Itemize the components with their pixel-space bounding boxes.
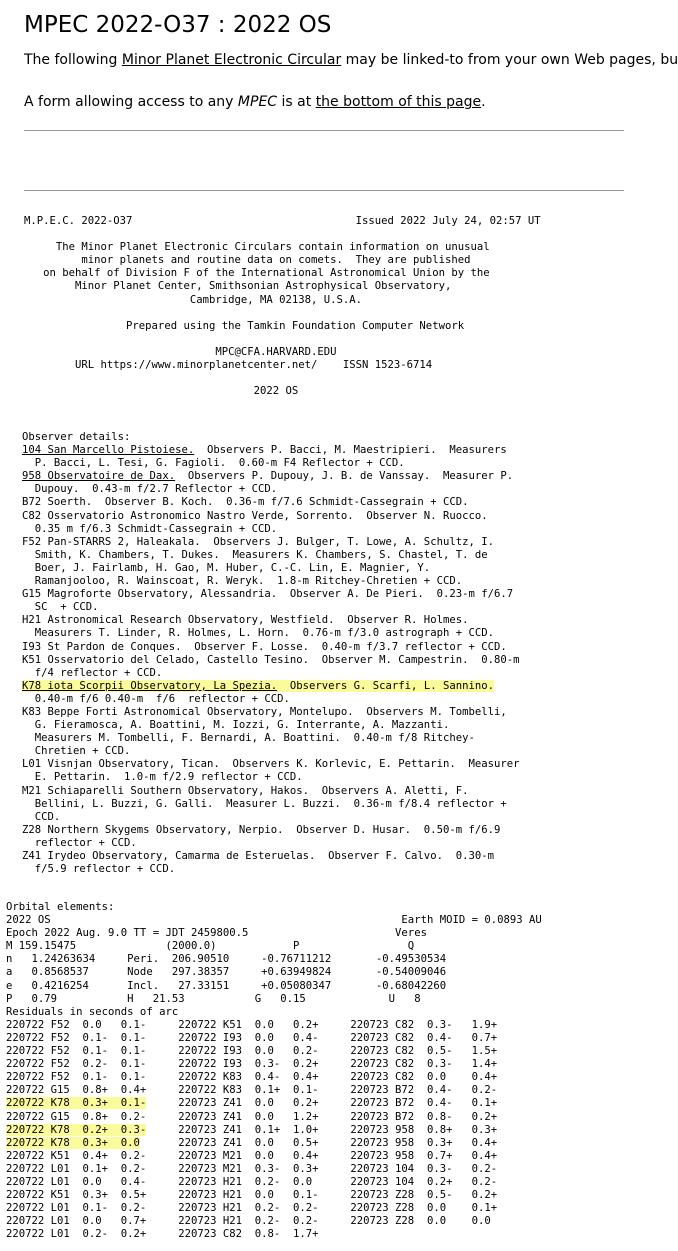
orbital-element-line: n 1.24263634 Peri. 206.90510 -0.76711212 -0.49530534 [6, 953, 447, 966]
observer-entry: 958 Observatoire de Dax. Observers P. Dupouy, J. B. de Vanssay. Measurer P. [22, 470, 514, 483]
mpec-emphasis: MPEC [237, 94, 278, 110]
header-line: Minor Planet Center, Smithsonian Astrophysical Observatory, [24, 280, 452, 293]
observer-line: Z28 Northern Skygems Observatory, Nerpio. Observer D. Husar. 0.50-m f/6.9 [22, 823, 501, 836]
observer-entry: 104 San Marcello Pistoiese. Observers P. Bacci, M. Maestripieri. Measurers [22, 444, 507, 457]
observer-line: f/5.9 reflector + CCD. [22, 863, 176, 876]
observer-line: C82 Osservatorio Astronomico Nastro Verde, Sorrento. Observer N. Ruocco. [22, 509, 488, 522]
mpec-info-link[interactable]: Minor Planet Electronic Circular [121, 52, 342, 68]
highlighted-residual: 220722 K78 0.3+ 0.0 [6, 1136, 140, 1149]
residual-line: 220722 F52 0.1- 0.1- 220722 I93 0.0 0.2- 220723 C82 0.5- 1.5+ [6, 1045, 498, 1058]
observer-line: G. Fieramosca, A. Boattini, M. Iozzi, G. Interrante, A. Mazzanti. [22, 719, 450, 732]
divider [24, 130, 624, 131]
observer-line: Ramanjooloo, R. Wainscoat, R. Weryk. 1.8-m Ritchey-Chretien + CCD. [22, 575, 463, 588]
orbital-element-line: 2022 OS Earth MOID = 0.0893 AU [6, 914, 542, 927]
orbital-elements [6, 901, 542, 1241]
bottom-of-page-link[interactable]: the bottom of this page [315, 94, 482, 110]
header-line: Cambridge, MA 02138, U.S.A. [24, 293, 363, 306]
header-line [24, 333, 541, 346]
residual-line: 220722 G15 0.8+ 0.2- 220723 Z41 0.0 1.2+ 220723 B72 0.8- 0.2+ [6, 1110, 498, 1123]
residual-line: 220722 K51 0.3+ 0.5+ 220723 H21 0.0 0.1- 220723 Z28 0.5- 0.2+ [6, 1189, 498, 1202]
orbital-element-line: Epoch 2022 Aug. 9.0 TT = JDT 2459800.5 Veres [6, 927, 427, 940]
residual-line: 220722 L01 0.0 0.4- 220723 H21 0.2- 0.0 220723 104 0.2+ 0.2- [6, 1175, 498, 1188]
observer-line: Smith, K. Chambers, T. Dukes. Measurers K. Chambers, S. Chastel, T. de [22, 548, 488, 561]
observer-line: P. Bacci, L. Tesi, G. Fagioli. 0.60-m F4 Reflector + CCD. [22, 457, 405, 470]
observatory-link[interactable]: K78 iota Scorpii Observatory, La Spezia. [22, 679, 278, 692]
intro-text: The following [24, 52, 122, 68]
observer-line: E. Pettarin. 1.0-m f/2.9 reflector + CCD. [22, 771, 303, 784]
residual-line: 220722 K78 0.2+ 0.3- 220723 Z41 0.1+ 1.0+ 220723 958 0.8+ 0.3+ [6, 1123, 498, 1136]
header-line [24, 372, 541, 385]
residual-line: 220722 L01 0.1+ 0.2- 220723 M21 0.3- 0.3+ 220723 104 0.3- 0.2- [6, 1162, 498, 1175]
observer-line: Z41 Irydeo Observatory, Camarma de Esteruelas. Observer F. Calvo. 0.30-m [22, 850, 494, 862]
observer-line: H21 Astronomical Research Observatory, Westfield. Observer R. Holmes. [22, 614, 469, 627]
residual-line: 220722 F52 0.2- 0.1- 220722 I93 0.3- 0.2+ 220723 C82 0.3- 1.4+ [6, 1058, 498, 1071]
intro-text: . [481, 94, 486, 110]
observer-line: f/4 reflector + CCD. [22, 666, 163, 679]
header-line: on behalf of Division F of the International Astronomical Union by the [24, 267, 490, 280]
observer-line: Bellini, L. Buzzi, G. Galli. Measurer L. Buzzi. 0.36-m f/8.4 reflector + [22, 797, 507, 810]
intro-text: may be linked-to from your own Web pages, bu [341, 52, 678, 68]
residual-line: 220722 K78 0.3+ 0.1- 220723 Z41 0.0 0.2+ 220723 B72 0.4- 0.1+ [6, 1097, 498, 1110]
observer-line: G15 Magroforte Observatory, Alessandria. Observer A. De Pieri. 0.23-m f/6.7 [22, 588, 514, 601]
observer-line: Boer, J. Fairlamb, H. Gao, M. Huber, C.-C. Lin, E. Magnier, Y. [22, 561, 431, 574]
observer-line [22, 470, 519, 483]
header-line: URL https://www.minorplanetcenter.net/ ISSN 1523-6714 [24, 359, 433, 372]
highlighted-residual: 220722 K78 0.3+ 0.1- [6, 1097, 147, 1110]
observer-line: B72 Soerth. Observer B. Koch. 0.36-m f/7.6 Schmidt-Cassegrain + CCD. [22, 496, 469, 509]
highlighted-residual: 220722 K78 0.2+ 0.3- [6, 1123, 147, 1136]
intro-linking-note [24, 51, 678, 69]
residual-line: 220722 L01 0.2- 0.2+ 220723 C82 0.8- 1.7+ [6, 1228, 319, 1241]
intro-text: A form allowing access to any [24, 94, 238, 110]
header-line: The Minor Planet Electronic Circulars contain information on unusual [24, 241, 490, 254]
orbital-element-line: Orbital elements: [6, 901, 115, 913]
observer-line: K83 Beppe Forti Astronomical Observatory, Montelupo. Observers M. Tombelli, [22, 705, 507, 718]
observatory-link[interactable]: 104 San Marcello Pistoiese. [22, 444, 195, 457]
observer-line: 0.40-m f/6 0.40-m f/6 reflector + CCD. [22, 692, 290, 705]
observer-line: 0.35 m f/6.3 Schmidt-Cassegrain + CCD. [22, 522, 278, 535]
residual-line: 220722 F52 0.0 0.1- 220722 K51 0.0 0.2+ 220723 C82 0.3- 1.9+ [6, 1018, 498, 1031]
observatory-link[interactable]: 958 Observatoire de Dax. [22, 470, 176, 483]
observer-line: Measurers T. Linder, R. Holmes, L. Horn. 0.76-m f/3.0 astrograph + CCD. [22, 627, 494, 640]
residual-line: 220722 L01 0.0 0.7+ 220723 H21 0.2- 0.2- 220723 Z28 0.0 0.0 [6, 1215, 491, 1228]
residual-line: Residuals in seconds of arc [6, 1005, 179, 1018]
observer-line: M21 Schiaparelli Southern Observatory, Hakos. Observers A. Aletti, F. [22, 784, 469, 797]
observer-line: CCD. [22, 810, 61, 823]
orbital-element-line: P 0.79 H 21.53 G 0.15 U 8 [6, 992, 421, 1005]
observer-line: I93 St Pardon de Conques. Observer F. Losse. 0.40-m f/3.7 reflector + CCD. [22, 640, 507, 653]
observer-line: L01 Visnjan Observatory, Tican. Observers K. Korlevic, E. Pettarin. Measurer [22, 758, 520, 771]
header-line [24, 307, 541, 320]
residual-line: 220722 F52 0.1- 0.1- 220722 I93 0.0 0.4- 220723 C82 0.4- 0.7+ [6, 1031, 498, 1044]
observer-line [22, 444, 519, 457]
observer-line: Chretien + CCD. [22, 745, 131, 758]
orbital-element-line: a 0.8568537 Node 297.38357 +0.63949824 -0.54009046 [6, 966, 447, 979]
observer-line: reflector + CCD. [22, 836, 137, 849]
divider [24, 190, 624, 191]
residual-line: 220722 G15 0.8+ 0.4+ 220722 K83 0.1+ 0.1- 220723 B72 0.4- 0.2- [6, 1084, 498, 1097]
observer-line: Observer details: [22, 431, 131, 443]
intro-form-note [24, 93, 486, 111]
residual-line: 220722 K51 0.4+ 0.2- 220723 M21 0.0 0.4+ 220723 958 0.7+ 0.4+ [6, 1149, 498, 1162]
observer-entry: K78 iota Scorpii Observatory, La Spezia. Observers G. Scarfi, L. Sannino. [22, 679, 494, 692]
orbital-element-line: e 0.4216254 Incl. 27.33151 +0.05080347 -0.68042260 [6, 979, 447, 992]
observer-line: Dupouy. 0.43-m f/2.7 Reflector + CCD. [22, 483, 278, 496]
intro-text: is at [277, 94, 316, 110]
header-line: MPC@CFA.HARVARD.EDU [24, 345, 337, 358]
observer-line: Measurers M. Tombelli, F. Bernardi, A. Boattini. 0.40-m f/8 Ritchey- [22, 732, 475, 745]
residual-line: 220722 F52 0.1- 0.1- 220722 K83 0.4- 0.4+ 220723 C82 0.0 0.4+ [6, 1071, 498, 1084]
page-title: MPEC 2022-O37 : 2022 OS [24, 12, 332, 38]
residual-line: 220722 L01 0.1- 0.2- 220723 H21 0.2- 0.2- 220723 Z28 0.0 0.1+ [6, 1202, 498, 1215]
circular-header [24, 215, 541, 398]
observer-line: SC + CCD. [22, 601, 99, 614]
header-line: 2022 OS [24, 385, 299, 398]
orbital-element-line: M 159.15475 (2000.0) P Q [6, 940, 415, 953]
header-line: minor planets and routine data on comets. They are published [24, 254, 471, 267]
header-line [24, 228, 541, 241]
header-line: M.P.E.C. 2022-O37 Issued 2022 July 24, 02:57 UT [24, 215, 541, 227]
header-line: Prepared using the Tamkin Foundation Computer Network [24, 319, 465, 332]
residual-line: 220722 K78 0.3+ 0.0 220723 Z41 0.0 0.5+ 220723 958 0.3+ 0.4+ [6, 1136, 498, 1149]
observer-line [22, 680, 519, 693]
observer-line: F52 Pan-STARRS 2, Haleakala. Observers J. Bulger, T. Lowe, A. Schultz, I. [22, 535, 494, 548]
observer-line: K51 Osservatorio del Celado, Castello Tesino. Observer M. Campestrin. 0.80-m [22, 653, 520, 666]
observer-details [22, 431, 519, 876]
